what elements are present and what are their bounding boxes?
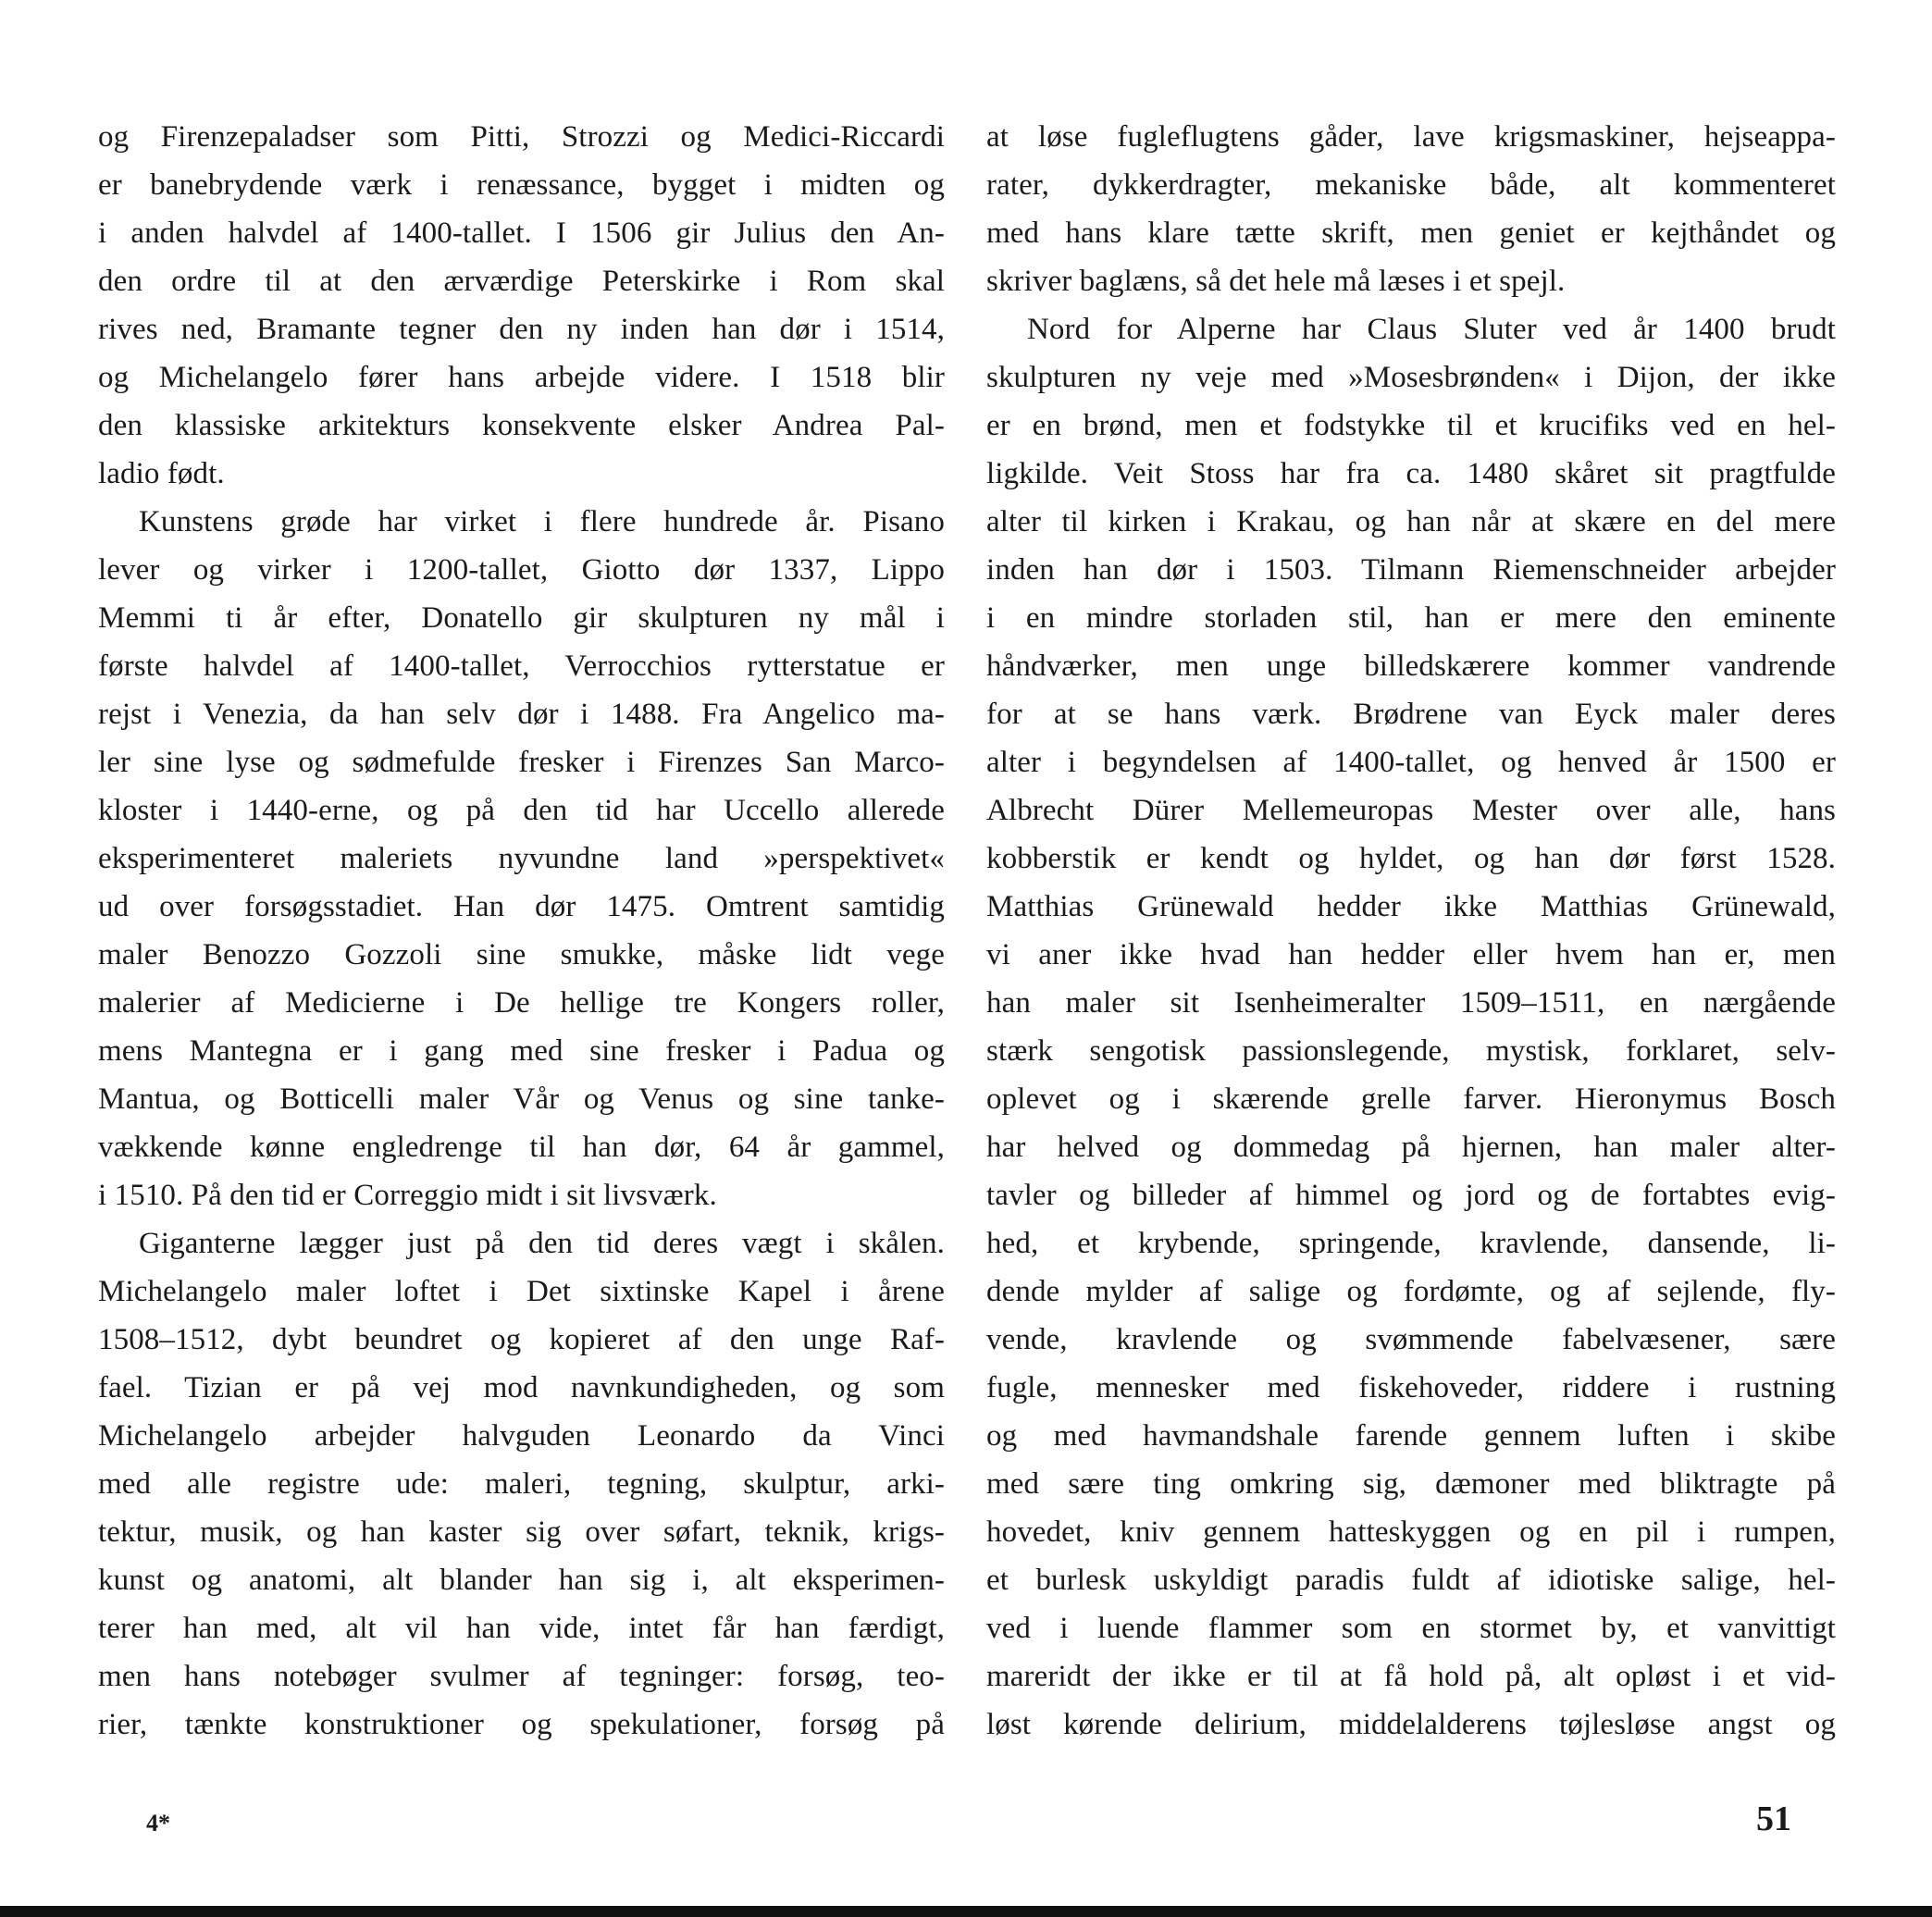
text-line: Albrecht Dürer Mellemeuropas Mester over alle, hans	[986, 794, 1836, 827]
text-line: Michelangelo arbejder halvguden Leonardo da Vinci	[98, 1419, 945, 1453]
text-line: rejst i Venezia, da han selv dør i 1488. Fra Angelico ma-	[98, 698, 945, 731]
text-line: vi aner ikke hvad han hedder eller hvem han er, men	[986, 938, 1836, 971]
text-line: rater, dykkerdragter, mekaniske både, alt kommenteret	[986, 168, 1836, 202]
text-line: ligkilde. Veit Stoss har fra ca. 1480 skåret sit pragtfulde	[986, 457, 1836, 490]
paragraph-first-line: Giganterne lægger just på den tid deres vægt i skålen.	[139, 1227, 945, 1260]
text-line: den ordre til at den ærværdige Peterskirke i Rom skal	[98, 265, 945, 298]
page-number: 51	[1756, 1800, 1791, 1838]
text-line: rier, tænkte konstruktioner og spekulationer, forsøg på	[98, 1708, 945, 1741]
text-line: maler Benozzo Gozzoli sine smukke, måske lidt vege	[98, 938, 945, 971]
text-line: inden han dør i 1503. Tilmann Riemenschneider arbejder	[986, 553, 1836, 587]
text-line: med alle registre ude: maleri, tegning, skulptur, arki-	[98, 1467, 945, 1501]
paragraph-first-line: Kunstens grøde har virket i flere hundrede år. Pisano	[139, 505, 945, 538]
text-line: oplevet og i skærende grelle farver. Hieronymus Bosch	[986, 1082, 1836, 1116]
text-line: skulpturen ny veje med »Mosesbrønden« i Dijon, der ikke	[986, 361, 1836, 394]
text-line: har helved og dommedag på hjernen, han maler alter-	[986, 1131, 1836, 1164]
text-line: han maler sit Isenheimeralter 1509–1511, en nærgående	[986, 986, 1836, 1020]
text-line: løst kørende delirium, middelalderens tøjlesløse angst og	[986, 1708, 1836, 1741]
text-line: ladio født.	[98, 457, 225, 490]
left-text-column	[98, 113, 945, 1749]
right-text-column	[986, 113, 1836, 1749]
text-line: mareridt der ikke er til at få hold på, alt opløst i et vid-	[986, 1660, 1836, 1693]
text-line: Memmi ti år efter, Donatello gir skulpturen ny mål i	[98, 601, 945, 635]
text-line: er banebrydende værk i renæssance, bygget i midten og	[98, 168, 945, 202]
text-line: Mantua, og Botticelli maler Vår og Venus og sine tanke-	[98, 1082, 945, 1116]
text-line: men hans notebøger svulmer af tegninger: forsøg, teo-	[98, 1660, 945, 1693]
text-line: tektur, musik, og han kaster sig over søfart, teknik, krigs-	[98, 1515, 945, 1549]
text-line: skriver baglæns, så det hele må læses i et spejl.	[986, 265, 1566, 298]
text-line: vende, kravlende og svømmende fabelvæsener, sære	[986, 1323, 1836, 1356]
text-line: malerier af Medicierne i De hellige tre Kongers roller,	[98, 986, 945, 1020]
text-line: kloster i 1440-erne, og på den tid har Uccello allerede	[98, 794, 945, 827]
text-line: første halvdel af 1400-tallet, Verrocchios rytterstatue er	[98, 649, 945, 683]
text-line: og Firenzepaladser som Pitti, Strozzi og Medici-Riccardi	[98, 120, 945, 154]
text-line: terer han med, alt vil han vide, intet får han færdigt,	[98, 1612, 945, 1645]
text-line: dende mylder af salige og fordømte, og af sejlende, fly-	[986, 1275, 1836, 1308]
text-line: alter til kirken i Krakau, og han når at skære en del mere	[986, 505, 1836, 538]
text-line: er en brønd, men et fodstykke til et krucifiks ved en hel-	[986, 409, 1836, 442]
text-line: stærk sengotisk passionslegende, mystisk, forklaret, selv-	[986, 1034, 1836, 1068]
text-line: kunst og anatomi, alt blander han sig i, alt eksperimen-	[98, 1564, 945, 1597]
text-line: Michelangelo maler loftet i Det sixtinske Kapel i årene	[98, 1275, 945, 1308]
text-line: kobberstik er kendt og hyldet, og han dør først 1528.	[986, 842, 1836, 875]
text-line: i en mindre storladen stil, han er mere den eminente	[986, 601, 1836, 635]
text-line: i 1510. På den tid er Correggio midt i sit livsværk.	[98, 1179, 717, 1212]
text-line: med hans klare tætte skrift, men geniet er kejthåndet og	[986, 216, 1836, 250]
text-line: eksperimenteret maleriets nyvundne land »perspektivet«	[98, 842, 945, 875]
text-line: vækkende kønne engledrenge til han dør, 64 år gammel,	[98, 1131, 945, 1164]
text-line: mens Mantegna er i gang med sine fresker i Padua og	[98, 1034, 945, 1068]
text-line: og med havmandshale farende gennem luften i skibe	[986, 1419, 1836, 1453]
paragraph-first-line: Nord for Alperne har Claus Sluter ved år 1400 brudt	[1027, 313, 1836, 346]
text-line: 1508–1512, dybt beundret og kopieret af den unge Raf-	[98, 1323, 945, 1356]
text-line: og Michelangelo fører hans arbejde videre. I 1518 blir	[98, 361, 945, 394]
text-line: Matthias Grünewald hedder ikke Matthias Grünewald,	[986, 890, 1836, 923]
text-line: for at se hans værk. Brødrene van Eyck maler deres	[986, 698, 1836, 731]
text-line: med sære ting omkring sig, dæmoner med bliktragte på	[986, 1467, 1836, 1501]
text-line: den klassiske arkitekturs konsekvente elsker Andrea Pal-	[98, 409, 945, 442]
text-line: fugle, mennesker med fiskehoveder, riddere i rustning	[986, 1371, 1836, 1404]
text-line: fael. Tizian er på vej mod navnkundigheden, og som	[98, 1371, 945, 1404]
text-line: rives ned, Bramante tegner den ny inden han dør i 1514,	[98, 313, 945, 346]
text-line: alter i begyndelsen af 1400-tallet, og henved år 1500 er	[986, 746, 1836, 779]
text-line: ud over forsøgsstadiet. Han dør 1475. Omtrent samtidig	[98, 890, 945, 923]
text-line: tavler og billeder af himmel og jord og de fortabtes evig-	[986, 1179, 1836, 1212]
signature-mark: 4*	[146, 1810, 170, 1837]
page-bottom-edge	[0, 1906, 1932, 1917]
text-line: hovedet, kniv gennem hatteskyggen og en pil i rumpen,	[986, 1515, 1836, 1549]
text-line: lever og virker i 1200-tallet, Giotto dør 1337, Lippo	[98, 553, 945, 587]
text-line: at løse fugleflugtens gåder, lave krigsmaskiner, hejseappa-	[986, 120, 1836, 154]
text-line: håndværker, men unge billedskærere kommer vandrende	[986, 649, 1836, 683]
text-line: hed, et krybende, springende, kravlende, dansende, li-	[986, 1227, 1836, 1260]
text-line: i anden halvdel af 1400-tallet. I 1506 gir Julius den An-	[98, 216, 945, 250]
text-line: ved i luende flammer som en stormet by, et vanvittigt	[986, 1612, 1836, 1645]
text-line: ler sine lyse og sødmefulde fresker i Firenzes San Marco-	[98, 746, 945, 779]
text-line: et burlesk uskyldigt paradis fuldt af idiotiske salige, hel-	[986, 1564, 1836, 1597]
